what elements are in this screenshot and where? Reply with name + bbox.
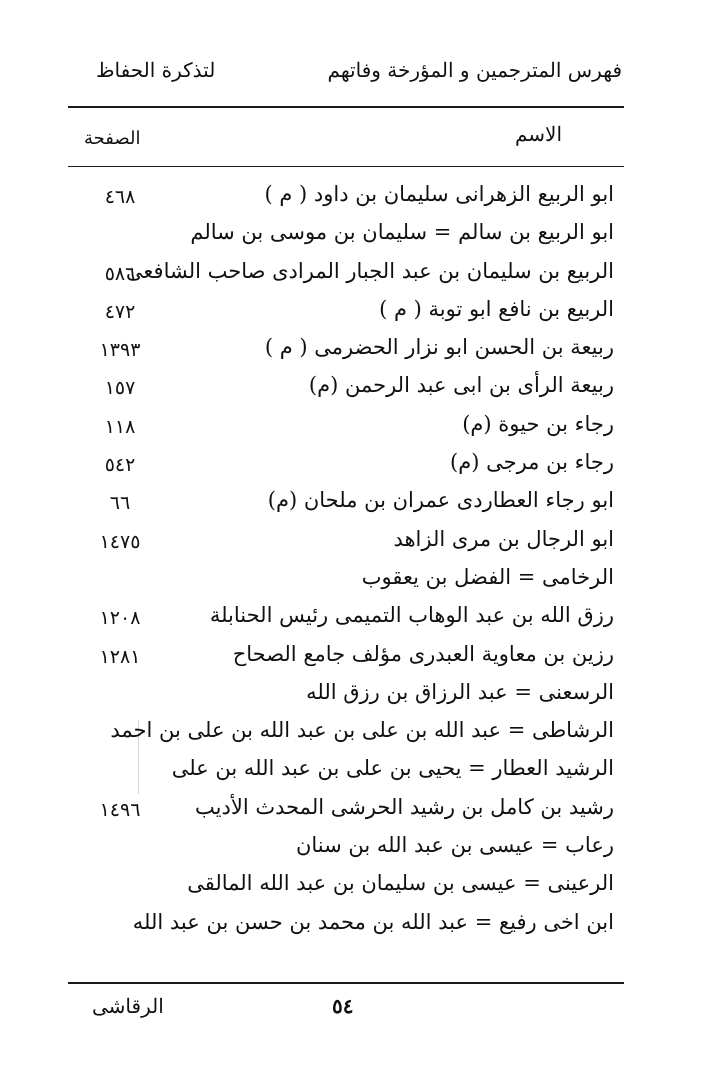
entry-page-number: ١٢٨١	[99, 645, 141, 668]
entry-name: رزق الله بن عبد الوهاب التميمى رئيس الحنابلة	[209, 603, 614, 628]
name-column-header: الاسم	[514, 122, 562, 146]
entry-page-number: ١٤٧٥	[99, 530, 141, 553]
entry-name: الربيع بن سليمان بن عبد الجبار المرادى صاحب الشافعى	[125, 258, 614, 283]
entry-page-number: ٤٦٨	[104, 186, 136, 208]
page-number: ٥٤	[332, 994, 354, 1018]
catchword: الرقاشى	[92, 994, 164, 1018]
index-entry	[70, 906, 622, 944]
entry-name: الرشيد العطار = يحيى بن على بن عبد الله بن على	[171, 756, 614, 781]
entry-page-number: ١١٨	[104, 415, 136, 438]
index-entry	[70, 676, 622, 714]
entry-name: ابو الربيع الزهرانى سليمان بن داود ( م )	[264, 182, 614, 206]
index-entry	[70, 408, 622, 446]
index-entry	[70, 293, 622, 331]
entry-name: ابن اخى رفيع = عبد الله بن محمد بن حسن بن عبد الله	[132, 909, 614, 934]
index-entry	[70, 638, 622, 676]
entry-name: ابو الربيع بن سالم = سليمان بن موسى بن سالم	[190, 220, 614, 245]
column-header-rule	[68, 166, 624, 167]
footer-rule	[68, 982, 624, 984]
page-footer	[70, 994, 622, 1028]
entry-page-number: ١٣٩٣	[99, 339, 141, 362]
index-entry	[70, 867, 622, 905]
entry-name: الرسعنى = عبد الرزاق بن رزق الله	[306, 679, 614, 704]
index-entry	[70, 714, 622, 752]
index-entry	[70, 599, 622, 637]
index-entry	[70, 484, 622, 522]
index-entry	[70, 369, 622, 407]
entry-name: رزين بن معاوية العبدرى مؤلف جامع الصحاح	[232, 641, 614, 666]
index-entries	[70, 178, 622, 944]
entry-name: رجاء بن مرجى (م)	[450, 450, 614, 475]
entry-name: ابو الرجال بن مرى الزاهد	[393, 526, 614, 551]
entry-page-number: ١٢٠٨	[99, 607, 141, 630]
entry-name: ربيعة الرأى بن ابى عبد الرحمن (م)	[308, 373, 614, 398]
entry-name: رعاب = عيسى بن عبد الله بن سنان	[295, 833, 614, 858]
entry-page-number: ١٥٧	[104, 377, 136, 400]
entry-name: الربيع بن نافع ابو توبة ( م )	[379, 296, 614, 321]
column-headers	[70, 122, 622, 156]
entry-page-number: ٥٤٢	[104, 454, 136, 477]
entry-page-number: ٤٧٢	[104, 300, 136, 323]
entry-name: الرشاطى = عبد الله بن على بن عبد الله بن على بن احمد	[110, 718, 614, 743]
entry-page-number: ١٤٩٦	[99, 798, 141, 821]
running-head	[70, 58, 622, 92]
index-entry	[70, 523, 622, 561]
page-column-header: الصفحة	[84, 128, 141, 149]
index-entry	[70, 791, 622, 829]
entry-page-number: ٥٨٦	[104, 262, 136, 285]
header-rule	[68, 106, 624, 108]
entry-name: رجاء بن حيوة (م)	[462, 411, 614, 436]
index-entry	[70, 829, 622, 867]
entry-name: رشيد بن كامل بن رشيد الحرشى المحدث الأديب	[195, 794, 614, 819]
index-entry	[70, 178, 622, 216]
entry-name: الرخامى = الفضل بن يعقوب	[361, 564, 614, 589]
index-entry	[70, 752, 622, 790]
entry-name: ربيعة بن الحسن ابو نزار الحضرمى ( م )	[264, 335, 614, 360]
index-entry	[70, 561, 622, 599]
index-entry	[70, 216, 622, 254]
index-title: فهرس المترجمين و المؤرخة وفاتهم	[327, 58, 622, 82]
entry-name: ابو رجاء العطاردى عمران بن ملحان (م)	[267, 488, 614, 513]
book-title: لتذكرة الحفاظ	[96, 58, 216, 82]
index-entry	[70, 446, 622, 484]
entry-name: الرعينى = عيسى بن سليمان بن عبد الله المالقى	[187, 871, 614, 896]
index-entry	[70, 331, 622, 369]
entry-page-number: ٦٦	[109, 492, 131, 515]
index-entry	[70, 255, 622, 293]
